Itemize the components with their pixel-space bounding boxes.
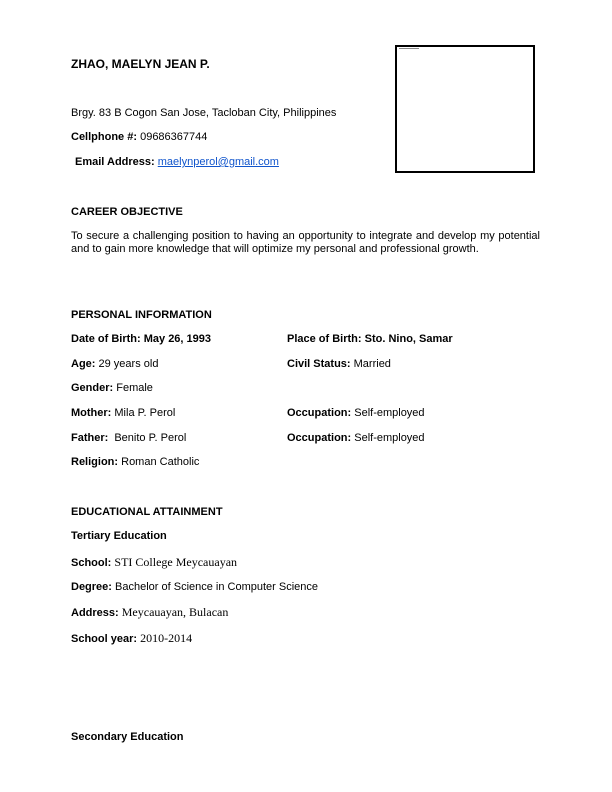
pob-label: Place of Birth: — [287, 333, 362, 345]
personal-information-heading: PERSONAL INFORMATION — [71, 309, 212, 321]
email-line — [75, 156, 279, 168]
date-of-birth-line — [71, 333, 211, 345]
school-address-line — [71, 605, 228, 620]
cellphone-value: 09686367744 — [140, 131, 208, 143]
school-year-value: 2010-2014 — [140, 631, 193, 645]
cellphone-line — [71, 131, 207, 143]
mother-label: Mother: — [71, 407, 112, 419]
tertiary-education-heading: Tertiary Education — [71, 530, 167, 542]
pob-value: Sto. Nino, Samar — [364, 333, 453, 345]
civil-status-line — [287, 358, 391, 370]
school-year-label: School year: — [71, 633, 138, 645]
secondary-education-heading: Secondary Education — [71, 731, 184, 743]
dob-value: May 26, 1993 — [143, 333, 212, 345]
school-address-label: Address: — [71, 607, 119, 619]
email-label: Email Address: — [75, 156, 155, 168]
religion-label: Religion: — [71, 456, 119, 468]
degree-value: Bachelor of Science in Computer Science — [115, 581, 319, 593]
applicant-name: ZHAO, MAELYN JEAN P. — [71, 57, 210, 71]
mother-line — [71, 407, 175, 419]
age-line — [71, 358, 158, 370]
gender-label: Gender: — [71, 382, 114, 394]
father-line — [71, 432, 186, 444]
place-of-birth-line — [287, 333, 453, 345]
photo-corner-mark — [399, 48, 419, 49]
religion-line — [71, 456, 199, 468]
career-objective-heading: CAREER OBJECTIVE — [71, 206, 183, 218]
religion-value: Roman Catholic — [121, 456, 200, 468]
gender-value: Female — [116, 382, 153, 394]
photo-placeholder — [395, 45, 535, 173]
home-address: Brgy. 83 B Cogon San Jose, Tacloban City, Philippines — [71, 107, 337, 119]
educational-attainment-heading: EDUCATIONAL ATTAINMENT — [71, 506, 223, 518]
school-address-value: Meycauayan, Bulacan — [121, 605, 229, 619]
father-occupation-line — [287, 432, 425, 444]
father-value: Benito P. Perol — [114, 432, 187, 444]
school-value: STI College Meycauayan — [114, 555, 238, 569]
email-link[interactable]: maelynperol@gmail.com — [157, 156, 279, 168]
school-line — [71, 555, 237, 570]
school-label: School: — [71, 557, 112, 569]
mother-occupation-label: Occupation: — [287, 407, 352, 419]
degree-line — [71, 581, 318, 593]
civil-status-label: Civil Status: — [287, 358, 351, 370]
degree-label: Degree: — [71, 581, 112, 593]
civil-status-value: Married — [353, 358, 391, 370]
father-occupation-value: Self-employed — [354, 432, 425, 444]
dob-label: Date of Birth: — [71, 333, 141, 345]
career-objective-text: To secure a challenging position to having an opportunity to integrate and develop my potential and to gain more knowledge that will optimize my personal and professional growth. — [71, 230, 540, 255]
cellphone-label: Cellphone #: — [71, 131, 138, 143]
age-label: Age: — [71, 358, 96, 370]
age-value: 29 years old — [98, 358, 159, 370]
father-occupation-label: Occupation: — [287, 432, 352, 444]
mother-value: Mila P. Perol — [114, 407, 176, 419]
mother-occupation-line — [287, 407, 425, 419]
gender-line — [71, 382, 153, 394]
father-label: Father: — [71, 432, 109, 444]
mother-occupation-value: Self-employed — [354, 407, 425, 419]
school-year-line — [71, 631, 192, 646]
